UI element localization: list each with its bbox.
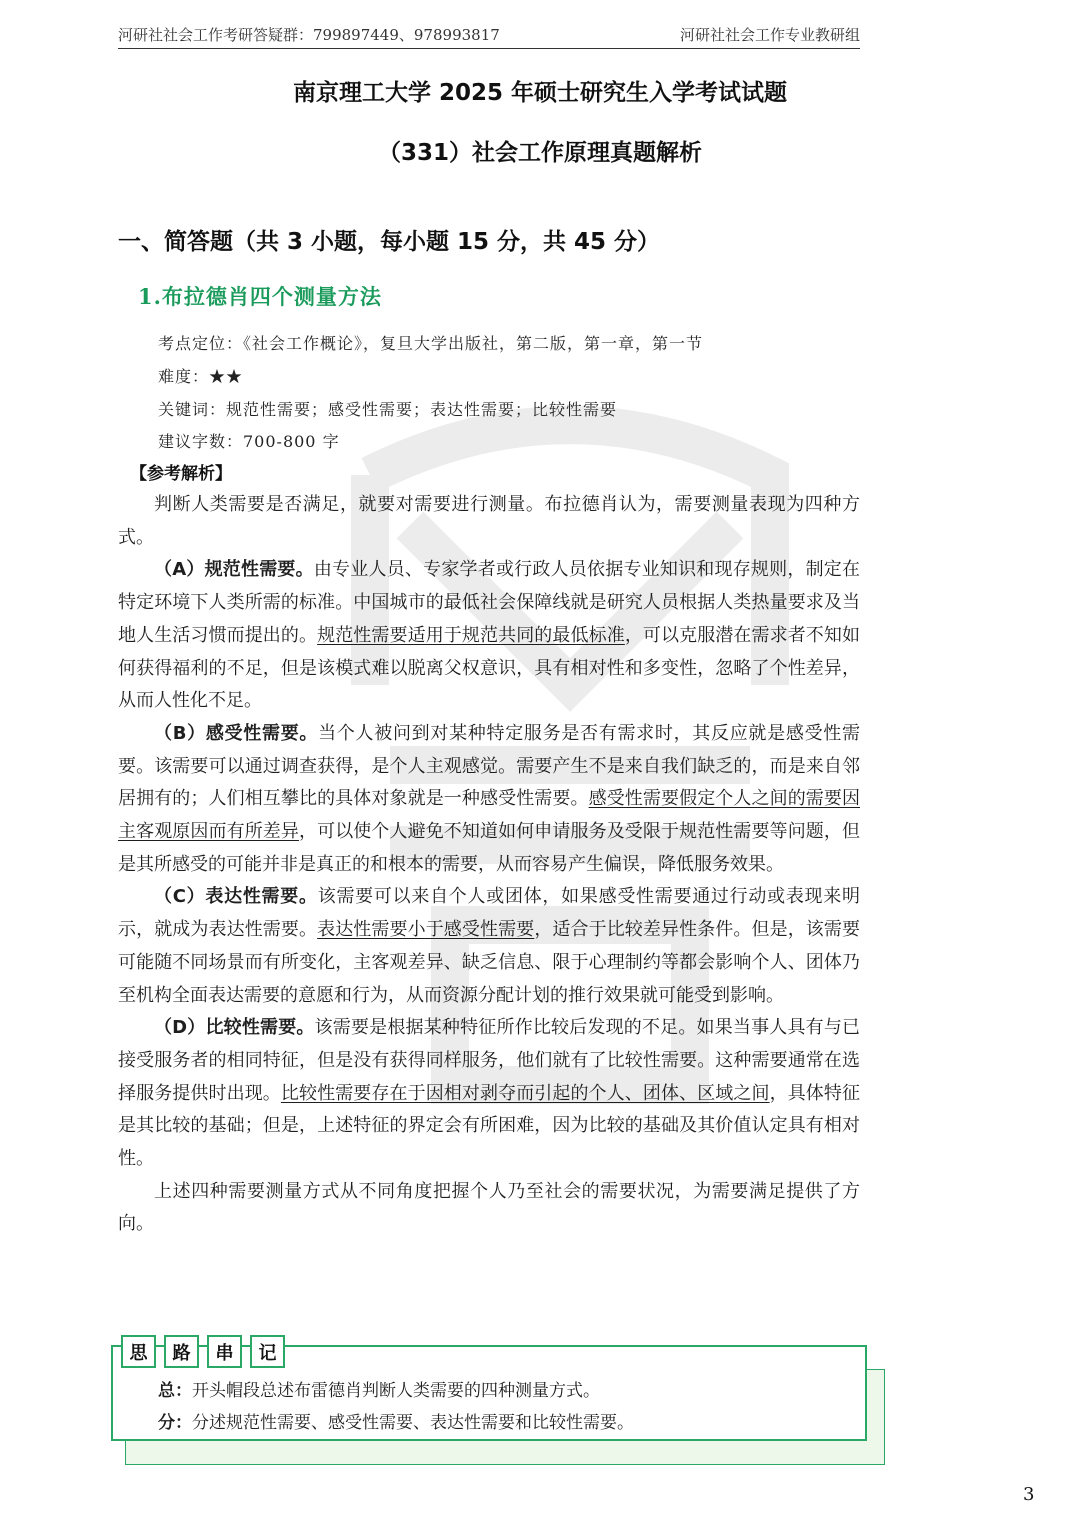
- paragraph-expressed: [118, 881, 860, 1012]
- exam-point: 考点定位：《社会工作概论》，复旦大学出版社，第二版，第一章，第一节: [158, 334, 704, 353]
- question-title: 1.布拉德肖四个测量方法: [138, 284, 382, 309]
- paragraph-normative: [118, 554, 860, 718]
- summary-tab: 串: [207, 1335, 242, 1368]
- paragraph-text: 该需要是根据某种特征所作比较后发现的不足。如果当事人具有与已接受服务者的相同特征，但是没有获得同样服务，他们就有了比较性需要。这种需要通常在选择服务提供时出现。: [118, 1017, 860, 1104]
- document-subtitle: （331）社会工作原理真题解析: [377, 140, 702, 166]
- summary-line-detail: [158, 1408, 634, 1433]
- paragraph-heading: （C）表达性需要。: [154, 886, 318, 908]
- difficulty-stars: ★★: [209, 367, 244, 386]
- page-header: [118, 24, 860, 49]
- underlined-text: 感受性需要假定个人之间的需要因主客观原因而有所差异: [118, 788, 861, 843]
- summary-line-text: 开头帽段总述布雷德肖判断人类需要的四种测量方式。: [192, 1381, 600, 1401]
- paragraph-text: 由专业人员、专家学者或行政人员依据专业知识和现存规则，制定在特定环境下人类所需的标准。中国城市的最低社会保障线就是研究人员根据人类热量要求及当地人生活习惯而提出的。: [118, 559, 860, 646]
- header-right: 河研社社会工作专业教研组: [679, 26, 860, 44]
- reference-label: 【参考解析】: [130, 464, 232, 484]
- paragraph-felt: [118, 718, 860, 882]
- paragraph-text: ，适合于比较差异性条件。但是，该需要可能随不同场景而有所变化，主客观差异、缺乏信息、限于心理制约等都会影响个人、团体乃至机构全面表达需要的意愿和行为，从而资源分配计划的推行效果就可能受到影响。: [118, 919, 861, 1006]
- paragraph-text: 当个人被问到对某种特定服务是否有需求时，其反应就是感受性需要。该需要可以通过调查获得，是个人主观感觉。需要产生不是来自我们缺乏的，而是来自邻居拥有的；人们相互攀比的具体对象就是一种感受性需要。: [118, 722, 860, 810]
- intro-paragraph: 判断人类需要是否满足，就要对需要进行测量。布拉德肖认为，需要测量表现为四种方式。: [118, 494, 860, 548]
- document-title: 南京理工大学 2025 年硕士研究生入学考试试题: [292, 80, 788, 106]
- paragraph-text: ，具体特征是其比较的基础；但是，上述特征的界定会有所困难，因为比较的基础及其价值认定具有相对性。: [118, 1082, 861, 1170]
- paragraph-text: 该需要可以来自个人或团体，如果感受性需要通过行动或表现来明示，就成为表达性需要。: [118, 886, 860, 941]
- summary-line-overall: [158, 1376, 600, 1401]
- summary-tab: 路: [164, 1335, 199, 1368]
- underlined-text: 表达性需要小于感受性需要: [317, 919, 535, 941]
- keywords: 关键词：规范性需要；感受性需要；表达性需要；比较性需要: [158, 400, 618, 419]
- difficulty-label: 难度：: [158, 367, 210, 386]
- page-number: 3: [1023, 1484, 1035, 1505]
- paragraph-comparative: [118, 1012, 860, 1176]
- summary-line-label: 分：: [158, 1413, 192, 1433]
- underlined-text: 比较性需要存在于因相对剥夺而引起的个人、团体、区域之间: [280, 1082, 770, 1104]
- conclusion-paragraph: 上述四种需要测量方式从不同角度把握个人乃至社会的需要状况，为需要满足提供了方向。: [118, 1180, 860, 1235]
- paragraph-text: ，可以使个人避免不知道如何申请服务及受限于规范性需要等问题，但是其所感受的可能并非是真正的和根本的需要，从而容易产生偏误，降低服务效果。: [118, 821, 860, 875]
- word-count: 建议字数：700-800 字: [158, 432, 340, 451]
- paragraph-heading: （A）规范性需要。: [154, 559, 314, 581]
- header-left: 河研社社会工作考研答疑群：799897449、978993817: [118, 26, 500, 44]
- answer-body: [118, 489, 860, 1241]
- summary-tab: 思: [121, 1335, 156, 1368]
- summary-line-text: 分述规范性需要、感受性需要、表达性需要和比较性需要。: [192, 1413, 634, 1433]
- paragraph-heading: （D）比较性需要。: [154, 1017, 315, 1039]
- summary-tab: 记: [250, 1335, 285, 1368]
- summary-line-label: 总：: [158, 1381, 192, 1401]
- difficulty: [158, 364, 243, 387]
- underlined-text: 规范性需要适用于规范共同的最低标准: [317, 624, 625, 646]
- paragraph-text: ，可以克服潜在需求者不知如何获得福利的不足，但是该模式难以脱离父权意识，具有相对性和多变性，忽略了个性差异，从而人性化不足。: [118, 624, 861, 712]
- section-heading: 一、简答题（共 3 小题，每小题 15 分，共 45 分）: [118, 229, 661, 255]
- summary-tabs: [121, 1335, 285, 1368]
- paragraph-heading: （B）感受性需要。: [154, 722, 319, 744]
